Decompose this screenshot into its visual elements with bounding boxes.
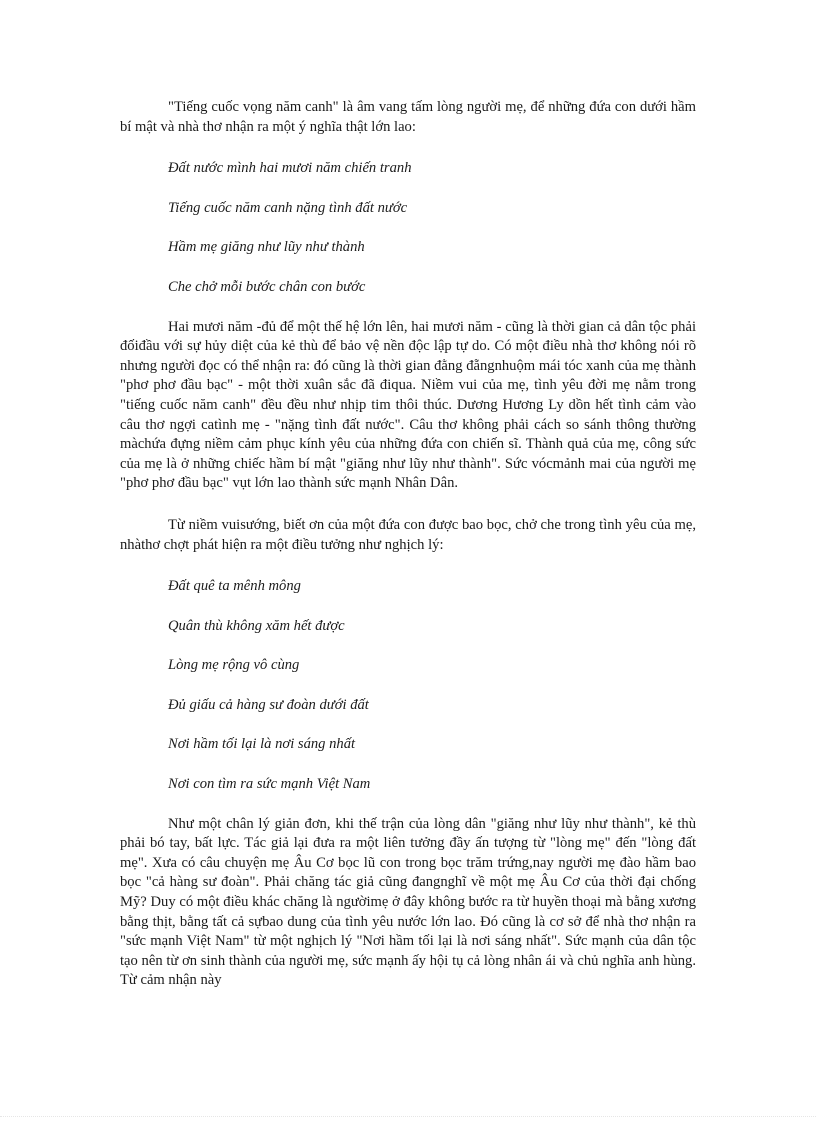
verse-line: Nơi hầm tối lại là nơi sáng nhất [168, 736, 356, 753]
page-bottom-divider [0, 1116, 816, 1117]
verse-line: Hầm mẹ giăng như lũy như thành [168, 239, 365, 256]
paragraph-1: "Tiếng cuốc vọng năm canh" là âm vang tấm lòng người mẹ, để những đứa con dưới hầm bí mật và nhà thơ nhận ra một ý nghĩa thật lớn lao: [120, 99, 696, 135]
verse-line: Che chở mỗi bước chân con bước [168, 278, 366, 295]
document-page [120, 98, 696, 991]
verse-line: Đủ giấu cả hàng sư đoàn dưới đất [168, 696, 369, 713]
verse-line: Đất nước mình hai mươi năm chiến tranh [168, 160, 412, 177]
verse-line: Nơi con tìm ra sức mạnh Việt Nam [168, 776, 371, 793]
verse-line: Tiếng cuốc năm canh nặng tình đất nước [168, 199, 408, 216]
verse-line: Quân thù không xăm hết được [168, 617, 345, 634]
verse-line: Lòng mẹ rộng vô cùng [168, 657, 300, 674]
paragraph-4: Như một chân lý giản đơn, khi thế trận của lòng dân "giăng như lũy như thành", kẻ thù phải bó tay, bất lực. Tác giả lại đưa ra một liên tưởng đầy ấn tượng từ "lòng mẹ" đến "lòng đất mẹ". Xưa có câu chuyện mẹ Âu Cơ bọc lũ con trong bọc trăm trứng,nay người mẹ đào hầm bao bọc "cả hàng sư đoàn". Phải chăng tác giả cũng đangnghĩ về một mẹ Âu Cơ của thời đại chống Mỹ? Duy có một điều khác chăng là ngườimẹ ở đây không bước ra từ huyền thoại mà bằng xương bằng thịt, bằng tất cả sựbao dung của tình yêu nước lớn lao. Đó cũng là cơ sở để nhà thơ nhận ra "sức mạnh Việt Nam" từ một nghịch lý "Nơi hầm tối lại là nơi sáng nhất". Sức mạnh của dân tộc tạo nên từ ơn sinh thành của người mẹ, sức mạnh ấy hội tụ cả lòng nhân ái và chủ nghĩa anh hùng. Từ cảm nhận này [120, 815, 696, 989]
verse-line: Đất quê ta mênh mông [168, 578, 301, 595]
paragraph-3: Từ niềm vuisướng, biết ơn của một đứa con được bao bọc, chở che trong tình yêu của mẹ, nhàthơ chợt phát hiện ra một điều tưởng như nghịch lý: [120, 516, 696, 553]
paragraph-2: Hai mươi năm -đủ để một thế hệ lớn lên, hai mươi năm - cũng là thời gian cả dân tộc phải đốiđầu với sự hủy diệt của kẻ thù để bảo vệ nền độc lập tự do. Có một điều nhà thơ không nói rõ nhưng người đọc có thể nhận ra: đó cũng là thời gian đằng đẵngnhuộm mái tóc xanh của mẹ thành "phơ phơ đầu bạc" - một thời xuân sắc đã điqua. Niềm vui của mẹ, tình yêu đời mẹ nằm trong "tiếng cuốc năm canh" đều đều như nhịp tim thôi thúc. Dương Hương Ly dồn hết tình cảm vào câu thơ ngợi catình mẹ - "nặng tình đất nước". Câu thơ không phải cách so sánh thông thường màchứa đựng niềm cảm phục kính yêu của những đứa con chiến sĩ. Thành quả của mẹ, công sức của mẹ là ở những chiếc hầm bí mật "giăng như lũy như thành". Sức vócmảnh mai của người mẹ "phơ phơ đầu bạc" vụt lớn lao thành sức mạnh Nhân Dân. [120, 318, 696, 492]
